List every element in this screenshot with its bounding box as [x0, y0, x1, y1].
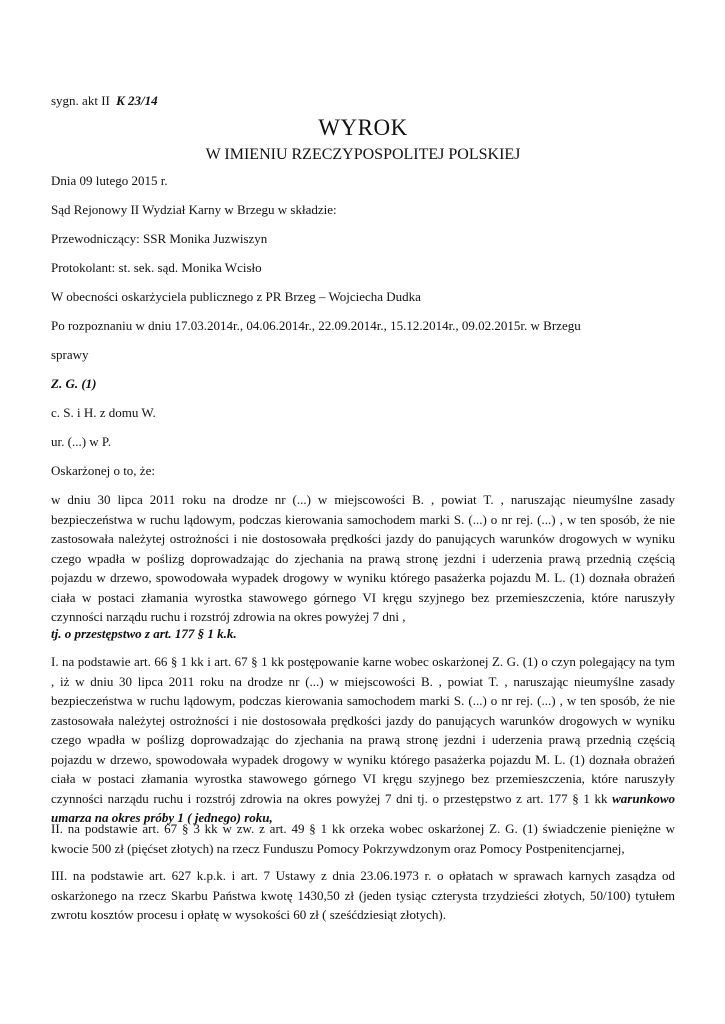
clerk-line: Protokolant: st. sek. sąd. Monika Wcisło: [51, 260, 262, 275]
offence-line: tj. o przestępstwo z art. 177 § 1 k.k.: [51, 626, 237, 641]
case-word: sprawy: [51, 347, 89, 362]
defendant-name: Z. G. (1): [51, 376, 97, 391]
prosecutor-line: W obecności oskarżyciela publicznego z PR Brzeg – Wojciecha Dudka: [51, 289, 421, 304]
case-reference: [51, 92, 158, 110]
case-reference-number: K 23/14: [116, 93, 158, 108]
verdict-point-3: III. na podstawie art. 627 k.p.k. i art. 7 Ustawy z dnia 23.06.1973 r. o opłatach w sprawach karnych zasądza od oskarżonego na rzecz Skarbu Państwa kwotę 1430,50 zł (jeden tysiąc czterysta trzydzieści złotych, 50/100) tytułem zwrotu kosztów procesu i opłatę w wysokości 60 zł ( sześćdziesiąt złotych).: [51, 868, 675, 922]
verdict-point-1-text: I. na podstawie art. 66 § 1 kk i art. 67 § 1 kk postępowanie karne wobec oskarżonej Z. G. (1) o czyn polegający na tym , iż w dniu 30 lipca 2011 roku na drodze nr (...) w miejscowości B. , powiat T. , naruszając nieumyślne zasady bezpieczeństwa w ruchu lądowym, podczas kierowania samochodem marki S. (...) o nr rej. (...) , w ten sposób, że nie zastosowała należytej ostrożności i nie dostosowała prędkości jazdy do panujących warunków drogowych w wyniku czego wpadła w poślizg doprowadzając do zjechania na prawą stronę jezdni i uderzenia prawą przednią częścią pojazdu w drzewo, spowodowała wypadek drogowy w wyniku którego pasażerka pojazdu M. L. (1) doznała obrażeń ciała w postaci złamania wyrostka stawowego górnego VI kręgu szyjnego bez przemieszczenia, które naruszyły czynności narządu ruchu i rozstrój zdrowia na okres powyżej 7 dni tj. o przestępstwo z art. 177 § 1 kk: [51, 654, 675, 806]
document-title: WYROK: [318, 115, 408, 140]
verdict-point-1: [51, 652, 675, 828]
date-line: Dnia 09 lutego 2015 r.: [51, 173, 168, 188]
case-reference-prefix: sygn. akt II: [51, 93, 110, 108]
parents-line: c. S. i H. z domu W.: [51, 405, 156, 420]
charge-paragraph: w dniu 30 lipca 2011 roku na drodze nr (...) w miejscowości B. , powiat T. , naruszając nieumyślne zasady bezpieczeństwa w ruchu lądowym, podczas kierowania samochodem marki S. (...) o nr rej. (...) , w ten sposób, że nie zastosowała należytej ostrożności i nie dostosowała prędkości jazdy do panujących warunków drogowych w wyniku czego wpadła w poślizg doprowadzając do zjechania na prawą stronę jezdni i uderzenia prawą przednią częścią pojazdu w drzewo, spowodowała wypadek drogowy w wyniku którego pasażerka pojazdu M. L. (1) doznała obrażeń ciała w postaci złamania wyrostka stawowego górnego VI kręgu szyjnego bez przemieszczenia, które naruszyły czynności narządu ruchu i rozstrój zdrowia na okres powyżej 7 dni ,: [51, 492, 675, 624]
court-line: Sąd Rejonowy II Wydział Karny w Brzegu w składzie:: [51, 202, 337, 217]
verdict-point-2: II. na podstawie art. 67 § 3 kk w zw. z art. 49 § 1 kk orzeka wobec oskarżonej Z. G. (1) świadczenie pieniężne w kwocie 500 zł (pięćset złotych) na rzecz Funduszu Pomocy Pokrzywdzonym oraz Pomocy Postpenitencjarnej,: [51, 821, 675, 856]
born-line: ur. (...) w P.: [51, 434, 111, 449]
verdict-point-1-emphasis: warunkowo umarza na okres próby 1 ( jednego) roku,: [51, 790, 675, 825]
presiding-judge-line: Przewodniczący: SSR Monika Juzwiszyn: [51, 231, 268, 246]
document-subtitle: W IMIENIU RZECZYPOSPOLITEJ POLSKIEJ: [205, 146, 521, 163]
charged-line: Oskarżonej o to, że:: [51, 463, 155, 478]
hearing-dates-line: Po rozpoznaniu w dniu 17.03.2014r., 04.06.2014r., 22.09.2014r., 15.12.2014r., 09.02.2015r. w Brzegu: [51, 318, 581, 333]
